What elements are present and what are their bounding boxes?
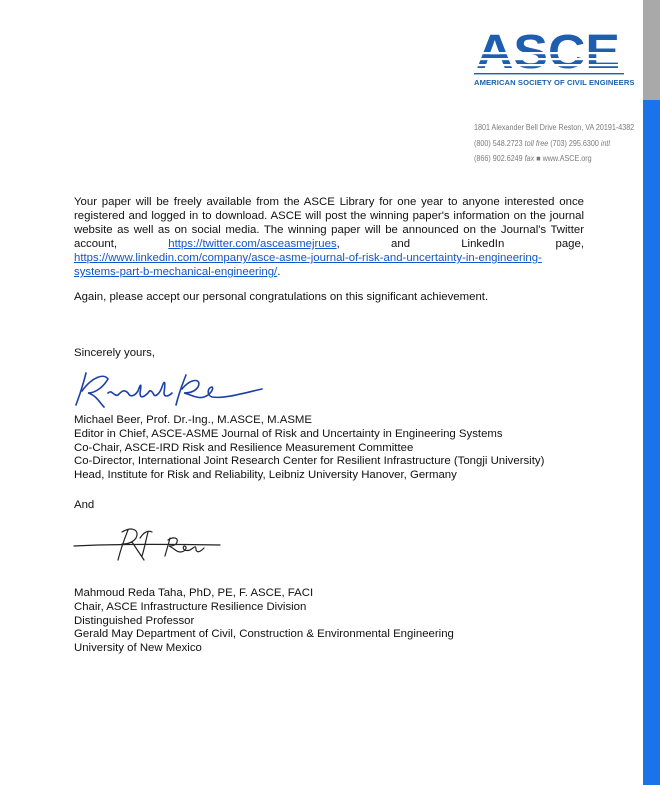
phone-2: (703) 295.6300: [550, 138, 599, 148]
twitter-link[interactable]: https://twitter.com/asceasmejrues: [168, 238, 337, 250]
signer1-title-4: Head, Institute for Risk and Reliability, Leibniz University Hanover, Germany: [74, 469, 457, 482]
fax-web-line: [474, 151, 634, 167]
signer1-title-3: Co-Director, International Joint Research Center for Resilient Infrastructure (Tongji University): [74, 455, 545, 468]
address-line: 1801 Alexander Bell Drive Reston, VA 20191-4382: [474, 123, 635, 132]
signer1-title-2: Co-Chair, ASCE-IRD Risk and Resilience Measurement Committee: [74, 441, 414, 454]
letterhead-address: [474, 120, 634, 167]
page-edge-gray: [643, 0, 660, 100]
letter-body: [74, 195, 584, 279]
fax-label: fax: [524, 154, 535, 164]
para1-text: Your paper will be freely available from the ASCE Library for one year to anyone interested once registered and logged in to download. ASCE will post the winning paper's information on the journal website as well as on social media. The winning paper will be announced on the Journal's Twitter account,: [74, 196, 584, 250]
page-edge-blue: [643, 100, 660, 785]
signer2-block: [74, 587, 454, 656]
phone-1: (800) 548.2723: [474, 138, 523, 148]
paragraph-1: [74, 195, 584, 279]
paragraph-2: Again, please accept our personal congratulations on this significant achievement.: [74, 291, 489, 303]
org-name: AMERICAN SOCIETY OF CIVIL ENGINEERS: [474, 78, 635, 87]
fax-number: (866) 902.6249: [474, 154, 523, 164]
signer2-name: Mahmoud Reda Taha, PhD, PE, F. ASCE, FACI: [74, 587, 314, 599]
square-bullet-icon: ■: [536, 154, 541, 164]
signer2-title-1: Chair, ASCE Infrastructure Resilience Division: [74, 600, 307, 613]
signer1-block: [74, 414, 544, 483]
intl-label: intl: [600, 138, 611, 148]
page-edge-bar: [643, 0, 660, 785]
para1-end: .: [277, 266, 281, 278]
signature-michael-beer: [74, 363, 274, 413]
website: www.ASCE.org: [542, 154, 592, 164]
signer2-title-2: Distinguished Professor: [74, 614, 195, 627]
phone-line: [474, 136, 634, 152]
tollfree-label: toll free: [524, 138, 549, 148]
para1-mid: , and LinkedIn page,: [336, 238, 584, 250]
closing: Sincerely yours,: [74, 347, 156, 359]
signer1-name: Michael Beer, Prof. Dr.-Ing., M.ASCE, M.ASME: [74, 414, 313, 426]
asce-logo-mark: [474, 28, 624, 80]
signer2-title-4: University of New Mexico: [74, 642, 202, 655]
signer2-title-3: Gerald May Department of Civil, Construction & Environmental Engineering: [74, 628, 454, 641]
and-text: And: [74, 499, 95, 511]
linkedin-link[interactable]: https://www.linkedin.com/company/asce-asme-journal-of-risk-and-uncertainty-in-engineering-systems-part-b-mechanical-engineering/: [74, 252, 542, 278]
signature-mahmoud-reda-taha: [70, 520, 250, 570]
signer1-title-1: Editor in Chief, ASCE-ASME Journal of Risk and Uncertainty in Engineering Systems: [74, 427, 503, 440]
